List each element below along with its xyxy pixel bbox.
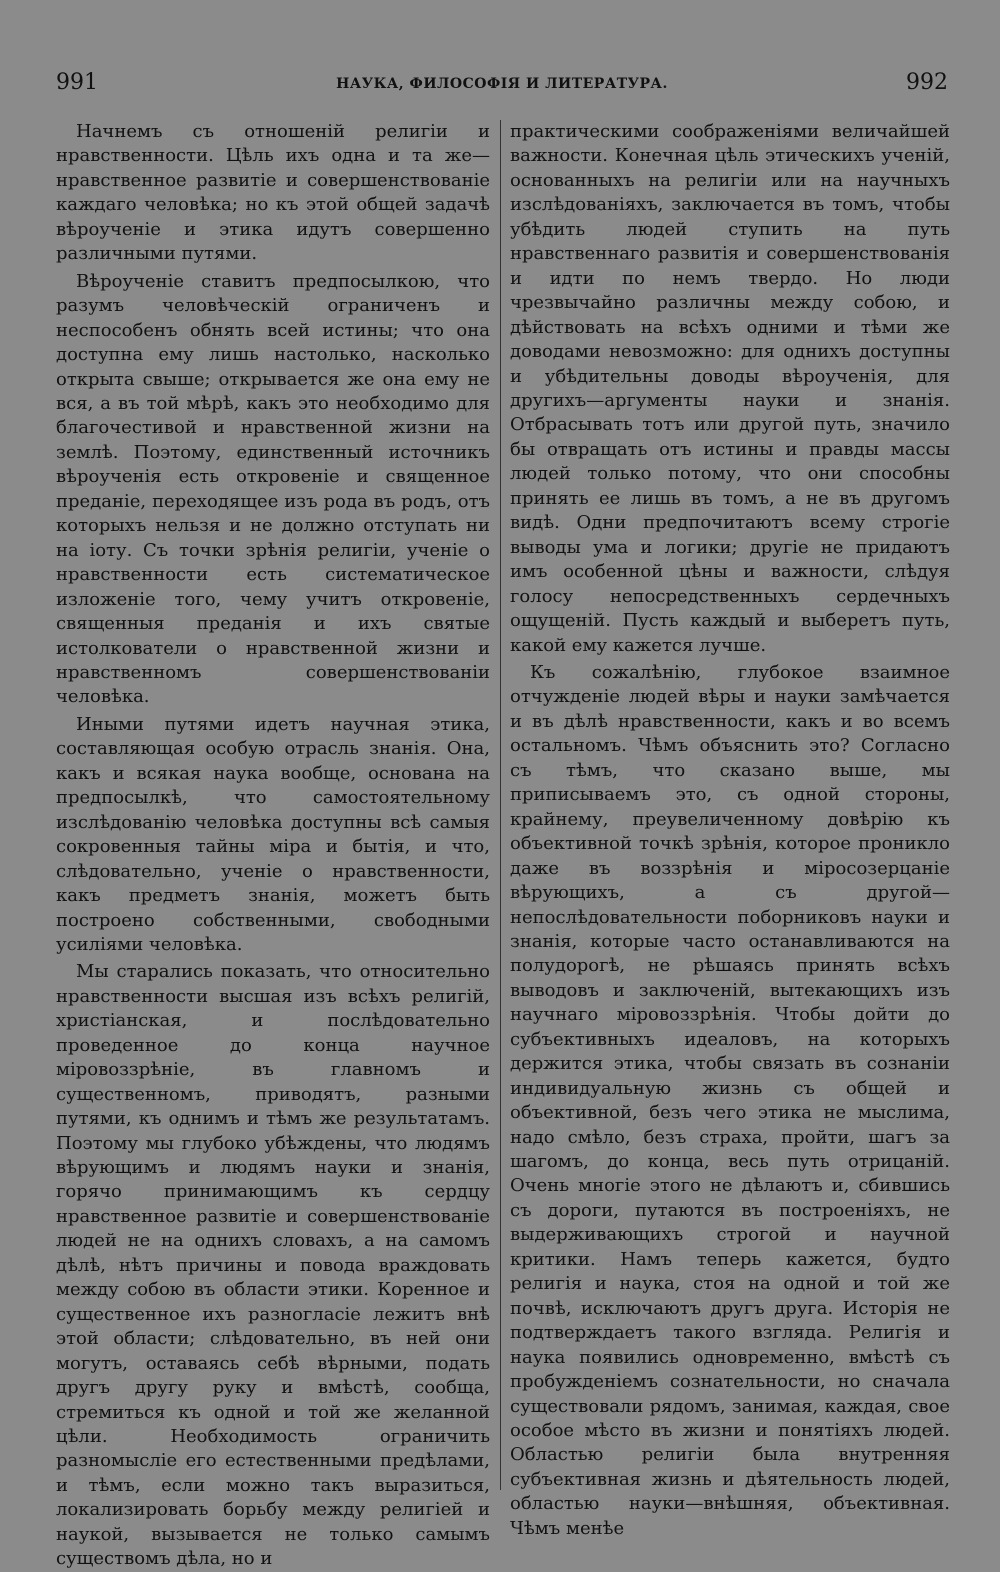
paragraph: Вѣроученіе ставитъ предпосылкою, что разумъ человѣческій ограниченъ и неспособенъ обнять всей истины; что она доступна ему лишь настолько, насколько открыта свыше; открывается же она ему не вся, а въ той мѣрѣ, какъ это необходимо для благочестивой и нравственной жизни на землѣ. Поэтому, единственный источникъ вѣроученія есть откровеніе и священное преданіе, переходящее изъ рода въ родъ, отъ которыхъ нельзя и не должно отступать ни на іоту. Съ точки зрѣнія религіи, ученіе о нравственности есть систематическое изложеніе того, чему учитъ откровеніе, священныя преданія и ихъ святые истолкователи о нравственной жизни и нравственномъ совершенствованіи человѣка. <box>56 270 490 708</box>
page-number-right: 992 <box>906 70 948 95</box>
paragraph: Къ сожалѣнію, глубокое взаимное отчужденіе людей вѣры и науки замѣчается и въ дѣлѣ нравственности, какъ и во всемъ остальномъ. Чѣмъ объяснить это? Согласно съ тѣмъ, что сказано выше, мы приписываемъ это, съ одной стороны, крайнему, преувеличенному довѣрію къ объективной точкѣ зрѣнія, которое проникло даже въ воззрѣнія и міросозерцаніе вѣрующихъ, а съ другой—непослѣдовательности поборниковъ науки и знанія, которые часто останавливаются на полудорогѣ, не рѣшаясь принять всѣхъ выводовъ и заключеній, вытекающихъ изъ научнаго міровоззрѣнія. Чтобы дойти до субъективныхъ идеаловъ, на которыхъ держится этика, чтобы связать въ сознаніи индивидуальную жизнь съ общей и объективной, безъ чего этика не мыслима, надо смѣло, безъ страха, пройти, шагъ за шагомъ, до конца, весь путь отрицаній. Очень многіе этого не дѣлаютъ и, сбившись съ дороги, путаются въ построеніяхъ, не выдерживающихъ строгой и научной критики. Намъ теперь кажется, будто религія и наука, стоя на одной и той же почвѣ, исключаютъ другъ друга. Исторія не подтверждаетъ такого взгляда. Религія и наука появились одновременно, вмѣстѣ съ пробужденіемъ сознательности, но сначала существовали рядомъ, занимая, каждая, свое особое мѣсто въ жизни и понятіяхъ людей. Областью религіи была внутренняя субъективная жизнь и дѣятельность людей, областью науки—внѣшняя, объективная. Чѣмъ менѣе <box>510 661 950 1539</box>
page-header <box>56 70 948 110</box>
column-divider <box>500 120 501 1490</box>
paragraph: Мы старались показать, что относительно нравственности высшая изъ всѣхъ религій, христіанская, и послѣдовательно проведенное до конца научное міровоззрѣніе, въ главномъ и существенномъ, приводятъ, разными путями, къ однимъ и тѣмъ же результатамъ. Поэтому мы глубоко убѣждены, что людямъ вѣрующимъ и людямъ науки и знанія, горячо принимающимъ къ сердцу нравственное развитіе и совершенствованіе людей не на однихъ словахъ, а на самомъ дѣлѣ, нѣтъ причины и повода враждовать между собою въ области этики. Коренное и существенное ихъ разногласіе лежитъ внѣ этой области; слѣдовательно, въ ней они могутъ, оставаясь себѣ вѣрными, подать другъ другу руку и вмѣстѣ, сообща, стремиться къ одной и той же желанной цѣли. Необходимость ограничить разномысліе его естественными предѣлами, и тѣмъ, если можно такъ выразиться, локализировать борьбу между религіей и наукой, вызывается не только самымъ существомъ дѣла, но и <box>56 961 490 1570</box>
paragraph: практическими соображеніями величайшей важности. Конечная цѣль этическихъ ученій, основанныхъ на религіи или на научныхъ изслѣдованіяхъ, заключается въ томъ, чтобы убѣдить людей ступить на путь нравственнаго развитія и совершенствованія и идти по немъ твердо. Но люди чрезвычайно различны между собою, и дѣйствовать на всѣхъ одними и тѣми же доводами невозможно: для однихъ доступны и убѣдительны доводы вѣроученія, для другихъ—аргументы науки и знанія. Отбрасывать тотъ или другой путь, значило бы отвращать отъ истины и правды массы людей только потому, что они способны принять ее лишь въ томъ, а не въ другомъ видѣ. Одни предпочитаютъ всему строгіе выводы ума и логики; другіе не придаютъ имъ особенной цѣны и важности, слѣдуя голосу непосредственныхъ сердечныхъ ощущеній. Пусть каждый и выберетъ путь, какой ему кажется лучше. <box>510 121 950 656</box>
left-column <box>56 120 490 1570</box>
page-number-left: 991 <box>56 70 98 95</box>
paragraph: Начнемъ съ отношеній религіи и нравственности. Цѣль ихъ одна и та же—нравственное развитіе и совершенствованіе каждаго человѣка; но къ этой общей задачѣ вѣроученіе и этика идутъ совершенно различными путями. <box>56 121 490 265</box>
right-column <box>510 120 950 1539</box>
paragraph: Иными путями идетъ научная этика, составляющая особую отрасль знанія. Она, какъ и всякая наука вообще, основана на предпосылкѣ, что самостоятельному изслѣдованію человѣка доступны всѣ самыя сокровенныя тайны міра и бытія, и что, слѣдовательно, ученіе о нравственности, какъ предметъ знанія, можетъ быть построено собственными, свободными усиліями человѣка. <box>56 713 490 955</box>
running-title: НАУКА, ФИЛОСОФІЯ И ЛИТЕРАТУРА. <box>336 76 668 92</box>
